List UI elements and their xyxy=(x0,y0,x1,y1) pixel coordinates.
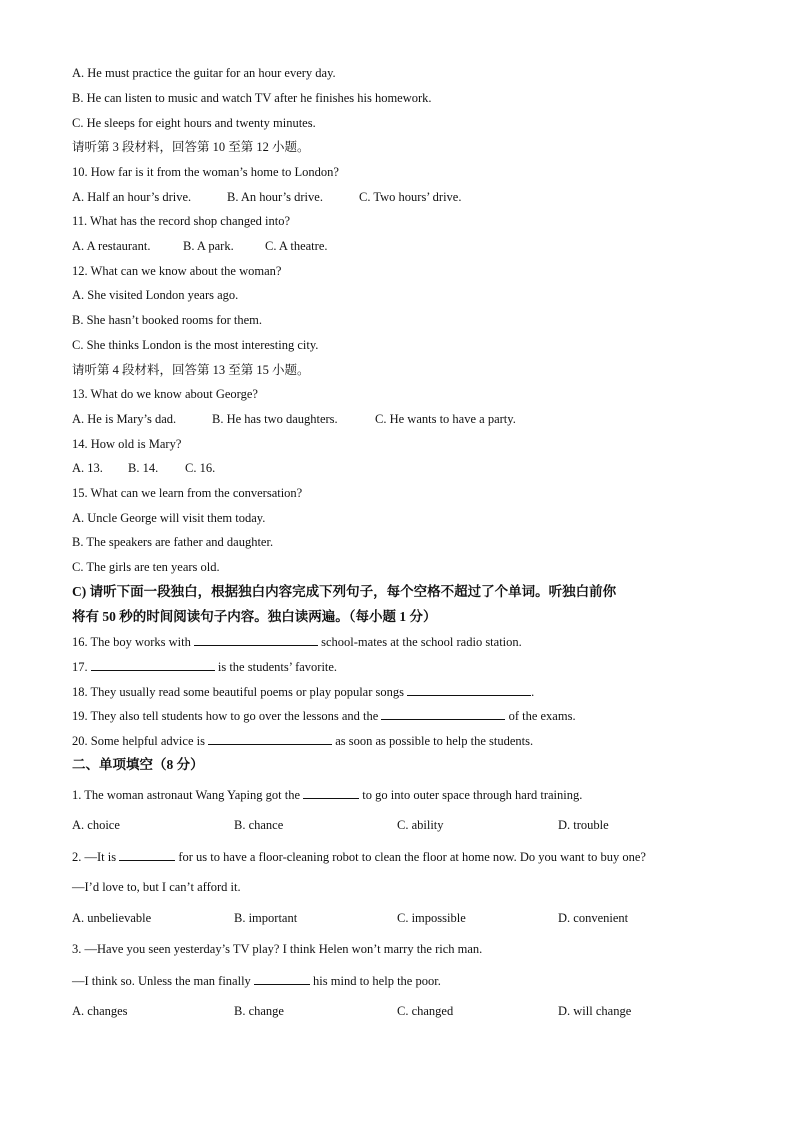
section-c-heading: 将有 50 秒的时间阅读句子内容。独白读两遍。（每小题 1 分） xyxy=(72,609,437,624)
option: C. Two hours’ drive. xyxy=(359,190,462,204)
option: D. will change xyxy=(558,1004,632,1018)
option: B. 14. xyxy=(128,461,159,475)
option: D. convenient xyxy=(558,911,629,925)
reply-line: —I’d love to, but I can’t afford it. xyxy=(72,880,241,894)
question-line: 10. How far is it from the woman’s home to London? xyxy=(72,165,339,179)
option: B. A park. xyxy=(183,239,234,253)
question-text: 16. The boy works with xyxy=(72,635,191,649)
question-text: school-mates at the school radio station. xyxy=(321,635,522,649)
option: C. impossible xyxy=(397,911,466,925)
instruction-line: 请听第 3 段材料，回答第 10 至第 12 小题。 xyxy=(72,140,310,154)
question-line: 11. What has the record shop changed into? xyxy=(72,214,290,228)
option: A. A restaurant. xyxy=(72,239,151,253)
option: C. ability xyxy=(397,818,444,832)
answer-blank xyxy=(407,683,531,696)
question-line: 13. What do we know about George? xyxy=(72,387,258,401)
answer-blank xyxy=(381,707,505,720)
options-row xyxy=(72,1003,631,1019)
question-text: 20. Some helpful advice is xyxy=(72,734,205,748)
options-row xyxy=(72,238,328,254)
mc-question xyxy=(72,848,646,865)
question-text: 17. xyxy=(72,660,88,674)
question-line: 15. What can we learn from the conversation? xyxy=(72,486,303,500)
answer-blank xyxy=(303,786,359,799)
fill-question xyxy=(72,683,534,700)
option: B. chance xyxy=(234,818,284,832)
mc-question: 3. —Have you seen yesterday’s TV play? I think Helen won’t marry the rich man. xyxy=(72,942,483,956)
question-line: 14. How old is Mary? xyxy=(72,437,182,451)
answer-blank xyxy=(254,972,310,985)
options-row xyxy=(72,910,628,926)
option: A. choice xyxy=(72,818,120,832)
answer-blank xyxy=(119,848,175,861)
mc-question xyxy=(72,786,582,803)
options-row xyxy=(72,460,215,476)
question-text: as soon as possible to help the students. xyxy=(335,734,534,748)
question-text: 18. They usually read some beautiful poems or play popular songs xyxy=(72,685,404,699)
option: C. changed xyxy=(397,1004,454,1018)
fill-question xyxy=(72,633,522,650)
question-text: . xyxy=(531,685,535,699)
option-line: A. She visited London years ago. xyxy=(72,288,239,302)
answer-blank xyxy=(208,732,332,745)
option: A. Half an hour’s drive. xyxy=(72,190,192,204)
option: C. A theatre. xyxy=(265,239,328,253)
answer-blank xyxy=(194,633,318,646)
option: C. He wants to have a party. xyxy=(375,412,516,426)
question-text: 2. —It is xyxy=(72,850,117,864)
options-row xyxy=(72,817,609,833)
question-text: to go into outer space through hard training. xyxy=(362,788,583,802)
option: B. important xyxy=(234,911,298,925)
fill-question xyxy=(72,658,337,675)
option: A. changes xyxy=(72,1004,128,1018)
option: C. 16. xyxy=(185,461,216,475)
option-line: A. He must practice the guitar for an hour every day. xyxy=(72,66,336,80)
option-line: A. Uncle George will visit them today. xyxy=(72,511,266,525)
answer-blank xyxy=(91,658,215,671)
option: D. trouble xyxy=(558,818,609,832)
question-text: of the exams. xyxy=(508,709,576,723)
option-line: C. She thinks London is the most interesting city. xyxy=(72,338,319,352)
option: A. 13. xyxy=(72,461,103,475)
option-line: B. He can listen to music and watch TV after he finishes his homework. xyxy=(72,91,432,105)
option-line: C. The girls are ten years old. xyxy=(72,560,220,574)
instruction-line: 请听第 4 段材料，回答第 13 至第 15 小题。 xyxy=(72,363,310,377)
options-row xyxy=(72,411,516,427)
question-text: 1. The woman astronaut Wang Yaping got the xyxy=(72,788,301,802)
question-line: 12. What can we know about the woman? xyxy=(72,264,282,278)
question-text: is the students’ favorite. xyxy=(217,660,338,674)
question-text: —I think so. Unless the man finally xyxy=(72,974,251,988)
option-line: C. He sleeps for eight hours and twenty minutes. xyxy=(72,116,316,130)
question-text: for us to have a floor-cleaning robot to clean the floor at home now. Do you want to buy one? xyxy=(178,850,646,864)
option: A. unbelievable xyxy=(72,911,152,925)
fill-question xyxy=(72,707,576,724)
option-line: B. The speakers are father and daughter. xyxy=(72,535,274,549)
question-text: his mind to help the poor. xyxy=(313,974,441,988)
section-2-heading: 二、单项填空（8 分） xyxy=(72,757,204,772)
question-text: 19. They also tell students how to go over the lessons and the xyxy=(72,709,379,723)
options-row xyxy=(72,189,461,205)
mc-question xyxy=(72,972,441,989)
option: B. change xyxy=(234,1004,284,1018)
section-c-heading: C) 请听下面一段独白，根据独白内容完成下列句子，每个空格不超过了个单词。听独白前你 xyxy=(72,584,617,599)
option-line: B. She hasn’t booked rooms for them. xyxy=(72,313,263,327)
option: B. An hour’s drive. xyxy=(227,190,323,204)
fill-question xyxy=(72,732,533,749)
option: A. He is Mary’s dad. xyxy=(72,412,177,426)
option: B. He has two daughters. xyxy=(212,412,338,426)
